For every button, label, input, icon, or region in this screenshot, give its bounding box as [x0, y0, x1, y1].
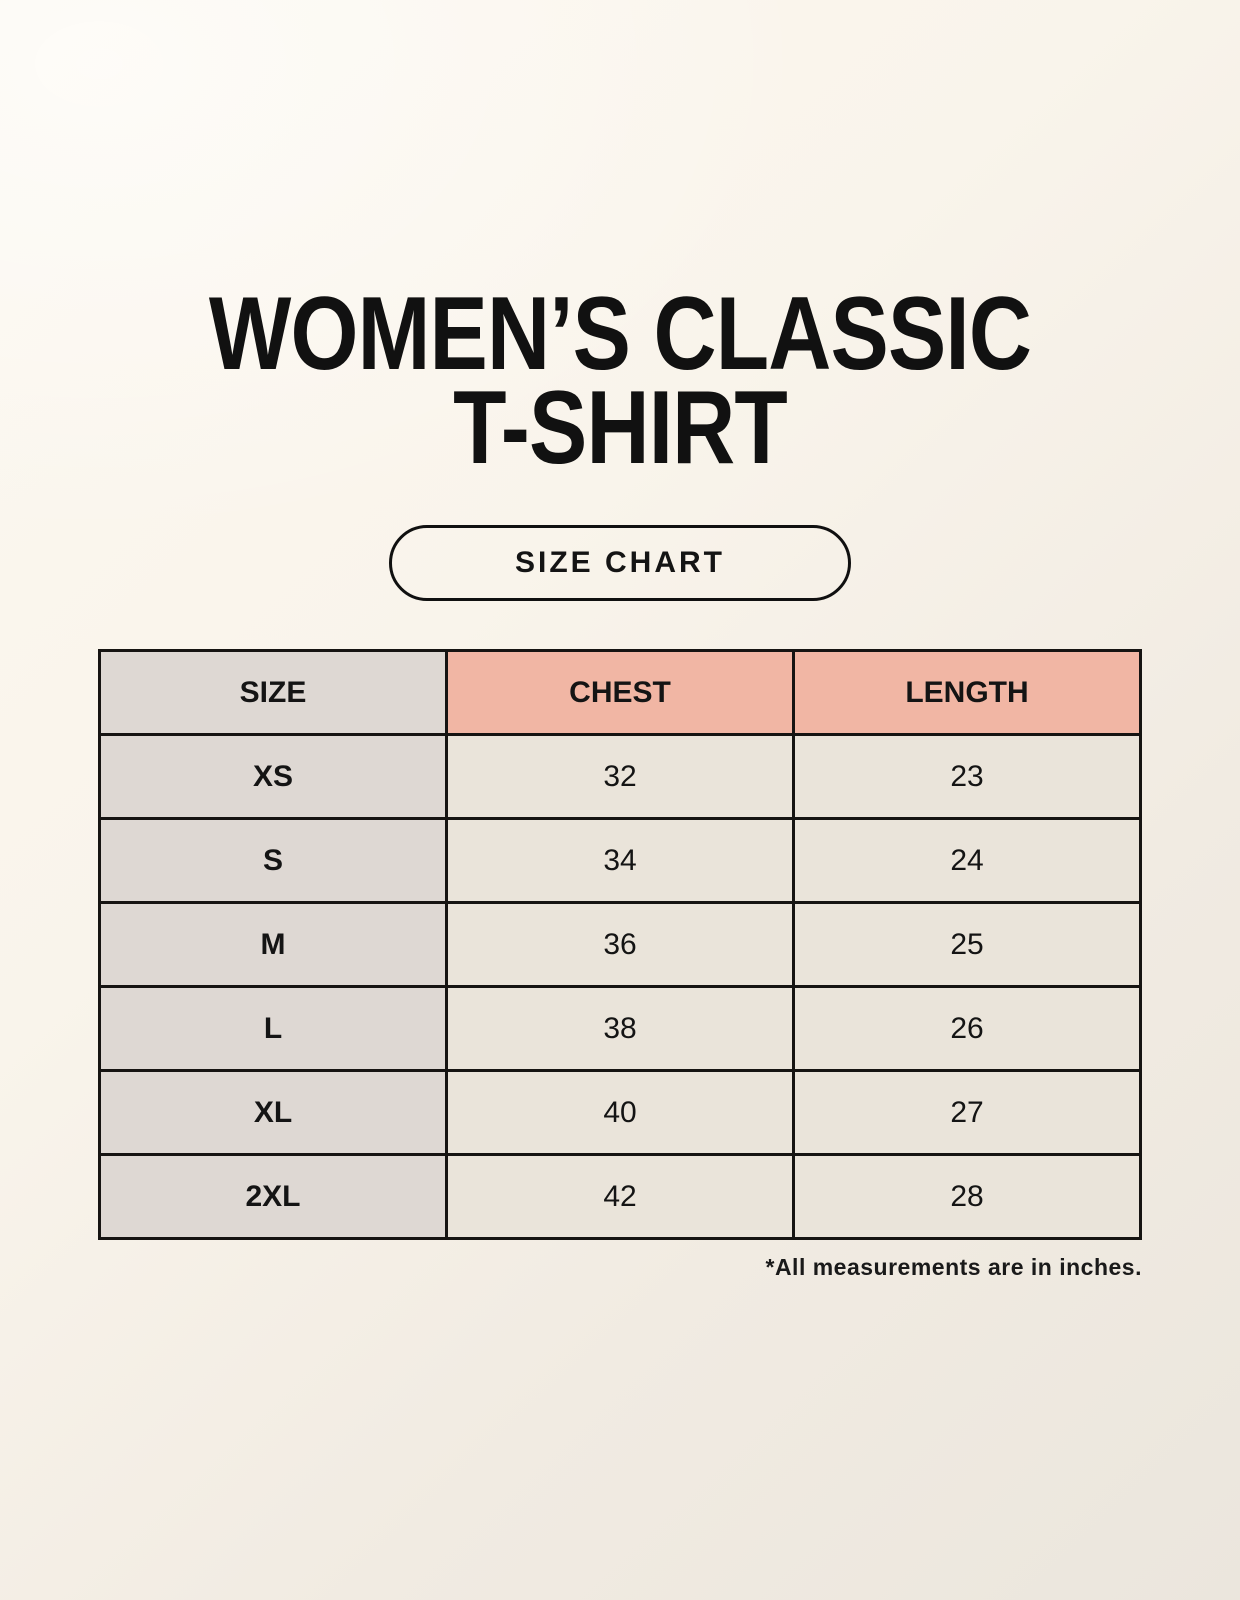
length-value: 27: [794, 1071, 1141, 1155]
table-row: [100, 1071, 1141, 1155]
size-label: L: [100, 987, 447, 1071]
size-label: S: [100, 819, 447, 903]
size-chart-button-label: SIZE CHART: [515, 546, 725, 580]
table-row: [100, 1155, 1141, 1239]
column-header-size: SIZE: [100, 651, 447, 735]
table-row: [100, 903, 1141, 987]
length-value: 28: [794, 1155, 1141, 1239]
page-title-line2: T-SHIRT: [453, 369, 787, 486]
measurements-footnote: *All measurements are in inches.: [765, 1254, 1142, 1281]
size-chart-table: [98, 649, 1142, 1240]
page-title: [99, 0, 1141, 486]
size-label: M: [100, 903, 447, 987]
column-header-chest: CHEST: [447, 651, 794, 735]
chest-value: 36: [447, 903, 794, 987]
size-label: XS: [100, 735, 447, 819]
table-row: [100, 819, 1141, 903]
length-value: 24: [794, 819, 1141, 903]
column-header-length: LENGTH: [794, 651, 1141, 735]
table-row: [100, 987, 1141, 1071]
table-header-row: [100, 651, 1141, 735]
length-value: 23: [794, 735, 1141, 819]
size-label: XL: [100, 1071, 447, 1155]
chest-value: 42: [447, 1155, 794, 1239]
chest-value: 32: [447, 735, 794, 819]
size-chart-button[interactable]: [389, 525, 851, 601]
page-title-line1: WOMEN’S CLASSIC: [208, 276, 1032, 392]
size-label: 2XL: [100, 1155, 447, 1239]
table-row: [100, 735, 1141, 819]
chest-value: 38: [447, 987, 794, 1071]
chest-value: 40: [447, 1071, 794, 1155]
chest-value: 34: [447, 819, 794, 903]
length-value: 26: [794, 987, 1141, 1071]
length-value: 25: [794, 903, 1141, 987]
